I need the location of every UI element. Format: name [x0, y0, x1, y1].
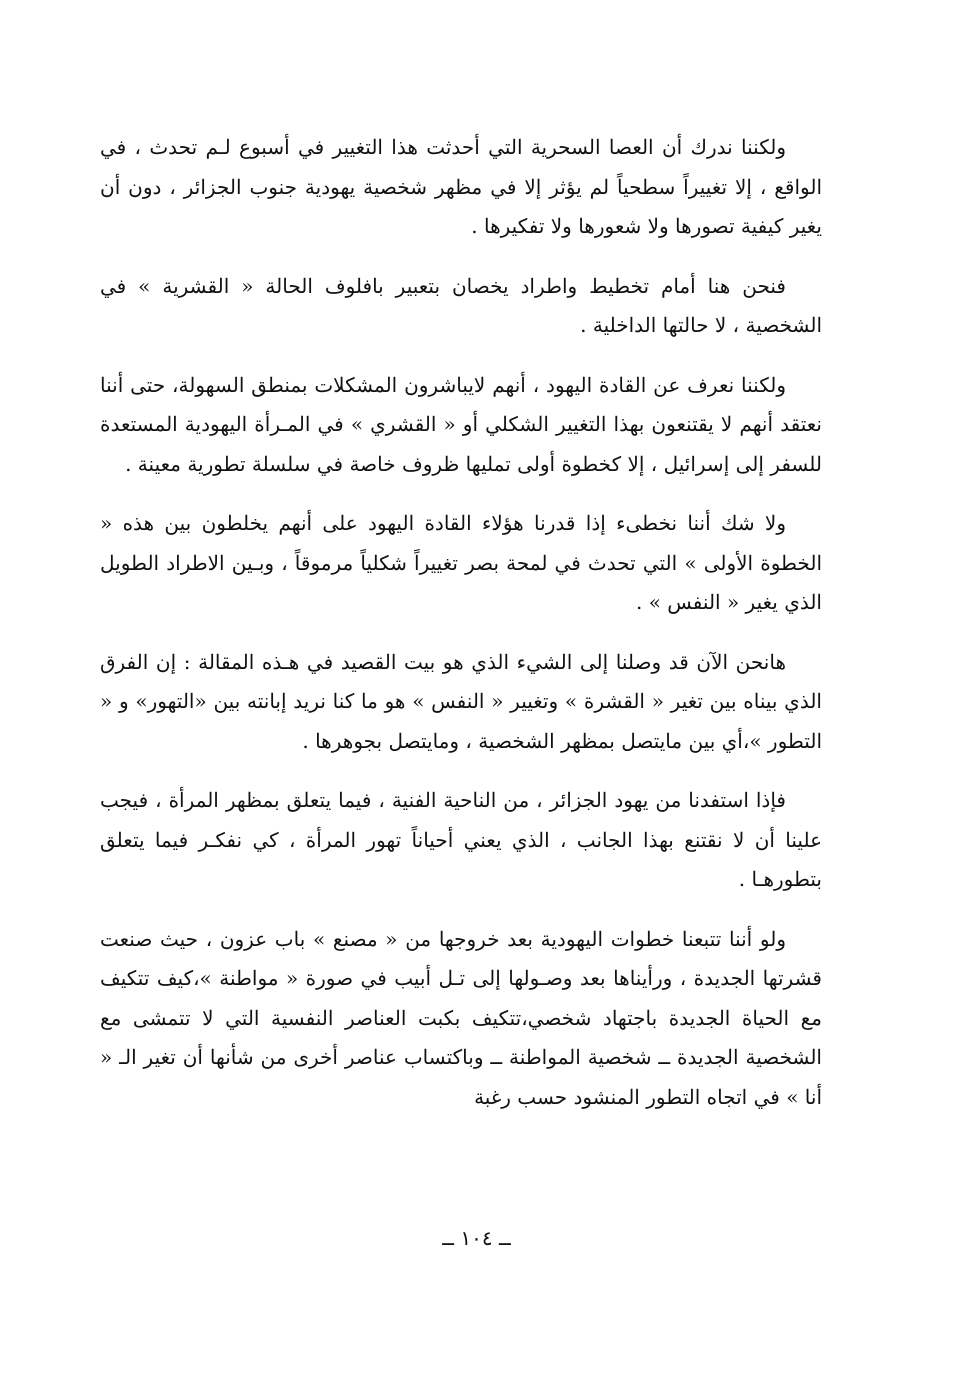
body-text [100, 128, 822, 1117]
paragraph: فنحن هنا أمام تخطيط واطراد يخصان بتعبير بافلوف الحالة « القشرية » في الشخصية ، لا حالتها الداخلية . [100, 273, 822, 337]
paragraph: ولكننا ندرك أن العصا السحرية التي أحدثت هذا التغيير في أسبوع لـم تحدث ، في الواقع ، إلا تغييراً سطحياً لم يؤثر إلا في مظهر شخصية يهودية جنوب الجزائر ، دون أن يغير كيفية تصورها ولا شعورها ولا تفكيرها . [100, 135, 822, 238]
paragraph: ولو أننا تتبعنا خطوات اليهودية بعد خروجها من « مصنع » باب عزون ، حيث صنعت قشرتها الجديدة ، ورأيناها بعد وصـولها إلى تـل أبيب في صورة « مواطنة »،كيف تتكيف مع الحياة الجديدة باجتهاد شخصي،تتكيف بكبت العناصر النفسية التي لا تتمشى مع الشخصية الجديدة ــ شخصية المواطنة ــ وباكتساب عناصر أخرى من شأنها أن تغير الـ « أنا » في اتجاه التطور المنشود حسب رغبة [100, 926, 822, 1109]
paragraph: ولا شك أننا نخطىء إذا قدرنا هؤلاء القادة اليهود على أنهم يخلطون بين هذه « الخطوة الأولى » التي تحدث في لمحة بصر تغييراً شكلياً مرموقاً ، وبـين الاطراد الطويل الذي يغير « النفس » . [100, 511, 822, 614]
paragraph: ولكننا نعرف عن القادة اليهود ، أنهم لايباشرون المشكلات بمنطق السهولة، حتى أننا نعتقد أنهم لا يقتنعون بهذا التغيير الشكلي أو « القشري » في المـرأة اليهودية المستعدة للسفر إلى إسرائيل ، إلا كخطوة أولى تمليها ظروف خاصة في سلسلة تطورية معينة . [100, 372, 822, 476]
page-number: ــ ١٠٤ ــ [442, 1226, 511, 1250]
paragraph: هانحن الآن قد وصلنا إلى الشيء الذي هو بيت القصيد في هـذه المقالة : إن الفرق الذي بيناه بين تغير « القشرة » وتغيير « النفس » هو ما كنا نريد إبانته بين «التهور» و « التطور »،أي بين مايتصل بمظهر الشخصية ، ومايتصل بجوهرها . [100, 649, 822, 753]
paragraph: فإذا استفدنا من يهود الجزائر ، من الناحية الفنية ، فيما يتعلق بمظهر المرأة ، فيجب علينا أن لا نقتنع بهذا الجانب ، الذي يعني أحياناً تهور المرأة ، كي نفكـر فيما يتعلق بتطورهـا . [100, 788, 822, 891]
